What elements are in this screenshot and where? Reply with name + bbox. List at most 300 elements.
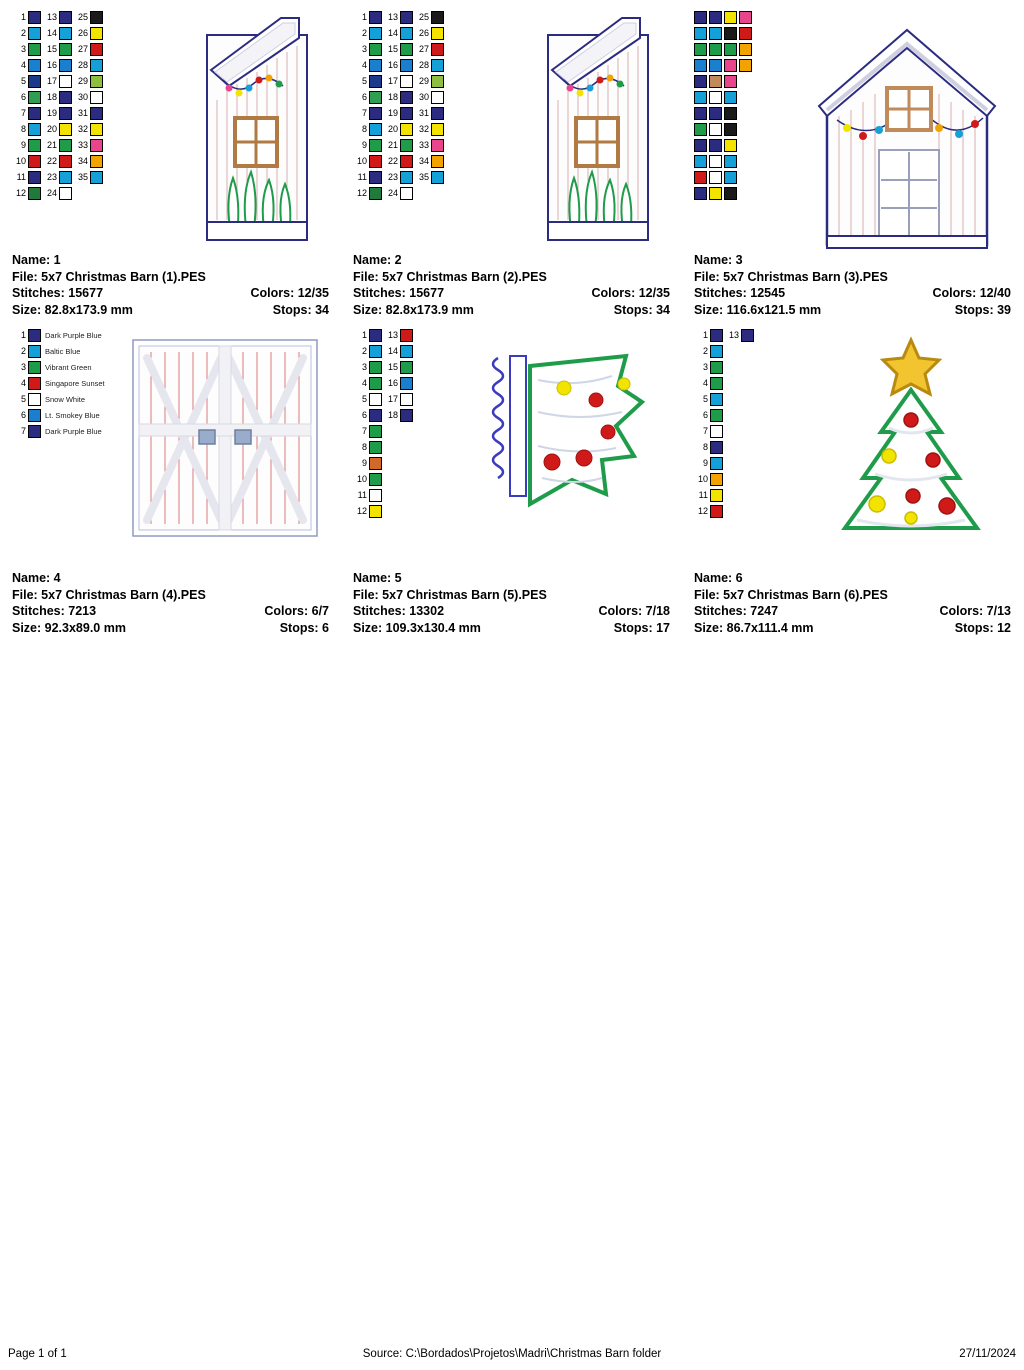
color-swatch — [28, 425, 41, 438]
design-colors: Colors: 7/18 — [598, 604, 670, 618]
color-swatch — [400, 91, 413, 104]
color-swatch — [694, 59, 707, 72]
color-index: 24 — [46, 188, 57, 198]
color-swatch — [90, 59, 103, 72]
design-stitches: Stitches: 7213 — [12, 604, 97, 618]
palette-column — [353, 328, 382, 519]
design-preview-6 — [694, 328, 1011, 568]
color-index: 24 — [387, 188, 398, 198]
color-index: 1 — [702, 330, 708, 340]
design-stops: Stops: 39 — [954, 302, 1011, 317]
design-stops: Stops: 34 — [613, 302, 670, 317]
color-index: 18 — [46, 92, 57, 102]
design-cell-1 — [0, 0, 341, 318]
design-info-5 — [353, 568, 670, 636]
design-stops: Stops: 17 — [613, 620, 670, 635]
color-name: Dark Purple Blue — [45, 426, 102, 436]
color-swatch — [694, 123, 707, 136]
color-swatch — [431, 123, 444, 136]
color-swatch — [431, 171, 444, 184]
color-swatch — [709, 155, 722, 168]
design-file: File: 5x7 Christmas Barn (2).PES — [353, 269, 547, 284]
color-swatch — [369, 473, 382, 486]
design-file: File: 5x7 Christmas Barn (4).PES — [12, 587, 206, 602]
palette-column — [353, 10, 382, 201]
color-index: 1 — [361, 330, 367, 340]
design-size: Size: 92.3x89.0 mm — [12, 620, 126, 635]
color-swatch — [369, 393, 382, 406]
color-swatch — [59, 155, 72, 168]
color-swatch — [710, 425, 723, 438]
design-name: Name: 4 — [12, 571, 61, 585]
color-index: 5 — [20, 394, 26, 404]
color-index: 8 — [361, 442, 367, 452]
color-index: 4 — [20, 60, 26, 70]
design-preview-4 — [12, 328, 329, 568]
color-index: 28 — [418, 60, 429, 70]
color-index: 14 — [387, 28, 398, 38]
color-index: 27 — [418, 44, 429, 54]
design-preview-1 — [12, 10, 329, 250]
color-index: 17 — [46, 76, 57, 86]
color-swatch — [400, 361, 413, 374]
color-index: 31 — [418, 108, 429, 118]
color-index: 11 — [357, 490, 367, 500]
color-index: 1 — [361, 12, 367, 22]
color-swatch — [431, 11, 444, 24]
color-swatch — [369, 489, 382, 502]
color-index: 10 — [356, 156, 367, 166]
color-index: 16 — [387, 378, 398, 388]
color-swatch — [59, 91, 72, 104]
color-swatch — [59, 27, 72, 40]
color-swatch — [709, 139, 722, 152]
design-preview-5 — [353, 328, 670, 568]
color-index: 5 — [702, 394, 708, 404]
color-swatch — [59, 43, 72, 56]
color-index: 5 — [361, 394, 367, 404]
color-swatch — [28, 59, 41, 72]
color-swatch — [739, 43, 752, 56]
color-swatch — [400, 409, 413, 422]
color-palette-3 — [694, 10, 752, 201]
color-swatch — [400, 59, 413, 72]
color-swatch — [709, 171, 722, 184]
design-colors: Colors: 12/40 — [932, 286, 1011, 300]
color-index: 3 — [361, 362, 367, 372]
color-index: 18 — [387, 410, 398, 420]
design-colors: Colors: 12/35 — [250, 286, 329, 300]
color-swatch — [28, 187, 41, 200]
color-swatch — [369, 361, 382, 374]
design-info-3 — [694, 250, 1011, 318]
color-swatch — [59, 11, 72, 24]
color-swatch — [28, 345, 41, 358]
color-index: 22 — [387, 156, 398, 166]
color-swatch — [369, 457, 382, 470]
design-artwork-christmas-tree-6 — [754, 328, 1011, 568]
design-size: Size: 109.3x130.4 mm — [353, 620, 481, 635]
color-name: Baltic Blue — [45, 346, 81, 356]
color-swatch — [90, 11, 103, 24]
color-swatch — [431, 91, 444, 104]
color-swatch — [90, 155, 103, 168]
color-swatch — [369, 171, 382, 184]
color-swatch — [369, 409, 382, 422]
color-index: 35 — [77, 172, 88, 182]
palette-column — [724, 10, 737, 201]
color-swatch — [369, 27, 382, 40]
color-swatch — [724, 107, 737, 120]
design-file: File: 5x7 Christmas Barn (3).PES — [694, 269, 888, 284]
color-index: 6 — [702, 410, 708, 420]
color-index: 33 — [418, 140, 429, 150]
color-swatch — [741, 329, 754, 342]
color-swatch — [369, 107, 382, 120]
color-swatch — [400, 329, 413, 342]
color-index: 8 — [702, 442, 708, 452]
color-swatch — [369, 425, 382, 438]
color-index: 1 — [20, 330, 26, 340]
color-swatch — [28, 377, 41, 390]
color-swatch — [400, 377, 413, 390]
color-swatch — [694, 11, 707, 24]
color-index: 11 — [698, 490, 708, 500]
color-index: 29 — [77, 76, 88, 86]
color-swatch — [710, 441, 723, 454]
color-index: 15 — [387, 362, 398, 372]
color-index: 29 — [418, 76, 429, 86]
color-swatch — [431, 43, 444, 56]
color-swatch — [90, 139, 103, 152]
palette-column — [384, 328, 413, 519]
design-name: Name: 2 — [353, 253, 402, 267]
color-index: 2 — [20, 346, 26, 356]
design-cell-3 — [682, 0, 1023, 318]
color-swatch — [694, 43, 707, 56]
color-name: Vibrant Green — [45, 362, 92, 372]
palette-column — [384, 10, 413, 201]
color-swatch — [28, 123, 41, 136]
color-index: 6 — [20, 410, 26, 420]
color-index: 7 — [20, 426, 26, 436]
color-swatch — [28, 361, 41, 374]
color-swatch — [28, 11, 41, 24]
color-index: 5 — [20, 76, 26, 86]
color-swatch — [709, 43, 722, 56]
color-index: 10 — [15, 156, 26, 166]
color-index: 30 — [418, 92, 429, 102]
color-swatch — [28, 171, 41, 184]
color-index: 4 — [702, 378, 708, 388]
color-index: 9 — [361, 458, 367, 468]
color-swatch — [710, 505, 723, 518]
color-swatch — [400, 171, 413, 184]
color-index: 11 — [357, 172, 367, 182]
design-colors: Colors: 6/7 — [264, 604, 329, 618]
color-index: 1 — [20, 12, 26, 22]
color-swatch — [710, 345, 723, 358]
design-preview-2 — [353, 10, 670, 250]
design-stitches: Stitches: 12545 — [694, 286, 786, 300]
color-index: 12 — [697, 506, 708, 516]
design-cell-2 — [341, 0, 682, 318]
color-index: 7 — [20, 108, 26, 118]
color-index: 26 — [77, 28, 88, 38]
color-index: 13 — [387, 330, 398, 340]
color-index: 21 — [46, 140, 57, 150]
color-swatch — [369, 345, 382, 358]
color-index: 33 — [77, 140, 88, 150]
color-swatch — [709, 11, 722, 24]
color-swatch — [709, 75, 722, 88]
color-index: 12 — [356, 188, 367, 198]
color-index: 4 — [361, 60, 367, 70]
color-index: 31 — [77, 108, 88, 118]
color-index: 11 — [16, 172, 26, 182]
color-index: 2 — [361, 28, 367, 38]
color-index: 7 — [361, 426, 367, 436]
design-size: Size: 82.8x173.9 mm — [12, 302, 133, 317]
color-swatch — [59, 59, 72, 72]
color-swatch — [28, 329, 41, 342]
design-info-4 — [12, 568, 329, 636]
color-swatch — [724, 171, 737, 184]
color-swatch — [28, 27, 41, 40]
color-swatch — [400, 155, 413, 168]
design-artwork-barn-wide-3 — [752, 10, 1011, 250]
color-index: 23 — [46, 172, 57, 182]
color-swatch — [724, 123, 737, 136]
color-index: 16 — [46, 60, 57, 70]
color-swatch — [369, 377, 382, 390]
color-swatch — [724, 187, 737, 200]
color-swatch — [431, 27, 444, 40]
color-swatch — [694, 187, 707, 200]
color-index: 13 — [728, 330, 739, 340]
color-name: Singapore Sunset — [45, 378, 105, 388]
color-index: 10 — [697, 474, 708, 484]
color-swatch — [369, 59, 382, 72]
design-cell-4 — [0, 318, 341, 636]
source-path: Source: C:\Bordados\Projetos\Madri\Christmas Barn folder — [362, 1348, 662, 1360]
color-index: 7 — [361, 108, 367, 118]
design-info-2 — [353, 250, 670, 318]
color-index: 34 — [77, 156, 88, 166]
print-date: 27/11/2024 — [959, 1348, 1016, 1360]
color-swatch — [369, 505, 382, 518]
color-swatch — [400, 393, 413, 406]
color-swatch — [90, 91, 103, 104]
color-swatch — [710, 377, 723, 390]
color-swatch — [369, 91, 382, 104]
color-swatch — [90, 171, 103, 184]
color-swatch — [431, 139, 444, 152]
color-swatch — [694, 139, 707, 152]
color-swatch — [431, 107, 444, 120]
color-swatch — [28, 155, 41, 168]
design-size: Size: 86.7x111.4 mm — [694, 620, 814, 635]
color-palette-1 — [12, 10, 103, 201]
color-swatch — [694, 91, 707, 104]
color-index: 32 — [418, 124, 429, 134]
color-index: 17 — [387, 76, 398, 86]
color-index: 30 — [77, 92, 88, 102]
design-name: Name: 6 — [694, 571, 743, 585]
palette-column — [43, 10, 72, 201]
page-number: Page 1 of 1 — [8, 1348, 67, 1360]
color-swatch — [369, 187, 382, 200]
color-swatch — [400, 43, 413, 56]
color-swatch — [59, 107, 72, 120]
color-index: 4 — [361, 378, 367, 388]
color-index: 20 — [387, 124, 398, 134]
design-size: Size: 82.8x173.9 mm — [353, 302, 474, 317]
color-index: 35 — [418, 172, 429, 182]
color-swatch — [400, 11, 413, 24]
color-index: 9 — [702, 458, 708, 468]
design-grid — [0, 0, 1024, 636]
color-index: 14 — [387, 346, 398, 356]
palette-column — [12, 328, 105, 439]
color-swatch — [694, 75, 707, 88]
color-index: 10 — [356, 474, 367, 484]
design-size: Size: 116.6x121.5 mm — [694, 302, 822, 317]
color-swatch — [709, 187, 722, 200]
design-name: Name: 1 — [12, 253, 61, 267]
color-index: 18 — [387, 92, 398, 102]
color-swatch — [710, 393, 723, 406]
color-swatch — [28, 43, 41, 56]
color-swatch — [710, 489, 723, 502]
color-index: 25 — [77, 12, 88, 22]
design-cell-5 — [341, 318, 682, 636]
color-index: 21 — [387, 140, 398, 150]
color-swatch — [709, 59, 722, 72]
color-index: 20 — [46, 124, 57, 134]
color-swatch — [724, 75, 737, 88]
color-swatch — [59, 75, 72, 88]
color-swatch — [710, 361, 723, 374]
color-index: 28 — [77, 60, 88, 70]
color-palette-6 — [694, 328, 754, 519]
color-swatch — [724, 59, 737, 72]
color-swatch — [369, 155, 382, 168]
color-swatch — [724, 43, 737, 56]
color-swatch — [724, 11, 737, 24]
color-swatch — [90, 107, 103, 120]
color-swatch — [90, 75, 103, 88]
color-swatch — [59, 171, 72, 184]
color-swatch — [724, 27, 737, 40]
color-swatch — [739, 27, 752, 40]
color-swatch — [724, 155, 737, 168]
color-swatch — [28, 91, 41, 104]
design-stitches: Stitches: 7247 — [694, 604, 779, 618]
design-stops: Stops: 34 — [272, 302, 329, 317]
palette-column — [12, 10, 41, 201]
color-swatch — [710, 473, 723, 486]
color-index: 3 — [20, 362, 26, 372]
color-index: 12 — [15, 188, 26, 198]
palette-column — [725, 328, 754, 519]
color-index: 15 — [387, 44, 398, 54]
color-swatch — [28, 75, 41, 88]
color-swatch — [709, 107, 722, 120]
color-swatch — [369, 441, 382, 454]
design-artwork-barn-tall-2 — [444, 10, 670, 250]
color-swatch — [28, 409, 41, 422]
color-swatch — [90, 27, 103, 40]
color-swatch — [739, 11, 752, 24]
color-index: 15 — [46, 44, 57, 54]
color-swatch — [369, 75, 382, 88]
color-index: 19 — [46, 108, 57, 118]
palette-column — [415, 10, 444, 201]
color-index: 2 — [20, 28, 26, 38]
color-swatch — [739, 59, 752, 72]
design-artwork-barn-door-4 — [105, 328, 329, 568]
color-index: 5 — [361, 76, 367, 86]
palette-column — [709, 10, 722, 201]
color-swatch — [400, 75, 413, 88]
color-swatch — [400, 139, 413, 152]
color-swatch — [709, 123, 722, 136]
color-index: 22 — [46, 156, 57, 166]
color-swatch — [694, 27, 707, 40]
color-index: 12 — [356, 506, 367, 516]
design-info-1 — [12, 250, 329, 318]
palette-column — [694, 328, 723, 519]
color-index: 8 — [20, 124, 26, 134]
palette-column — [739, 10, 752, 201]
color-swatch — [431, 155, 444, 168]
color-index: 8 — [361, 124, 367, 134]
color-index: 14 — [46, 28, 57, 38]
color-name: Lt. Smokey Blue — [45, 410, 100, 420]
color-index: 19 — [387, 108, 398, 118]
color-index: 23 — [387, 172, 398, 182]
design-artwork-tree-banner-5 — [413, 328, 670, 568]
color-index: 25 — [418, 12, 429, 22]
page-footer — [0, 1348, 1024, 1360]
color-swatch — [694, 155, 707, 168]
color-index: 16 — [387, 60, 398, 70]
color-index: 4 — [20, 378, 26, 388]
color-index: 3 — [702, 362, 708, 372]
design-name: Name: 3 — [694, 253, 743, 267]
color-swatch — [724, 91, 737, 104]
color-swatch — [90, 43, 103, 56]
color-index: 26 — [418, 28, 429, 38]
color-index: 34 — [418, 156, 429, 166]
palette-column — [694, 10, 707, 201]
design-preview-3 — [694, 10, 1011, 250]
color-index: 9 — [361, 140, 367, 150]
color-index: 32 — [77, 124, 88, 134]
color-index: 7 — [702, 426, 708, 436]
design-file: File: 5x7 Christmas Barn (1).PES — [12, 269, 206, 284]
color-swatch — [431, 59, 444, 72]
color-palette-5 — [353, 328, 413, 519]
color-swatch — [369, 139, 382, 152]
color-index: 2 — [361, 346, 367, 356]
color-swatch — [709, 27, 722, 40]
color-swatch — [59, 187, 72, 200]
color-swatch — [28, 393, 41, 406]
design-stitches: Stitches: 15677 — [12, 286, 104, 300]
design-stitches: Stitches: 15677 — [353, 286, 445, 300]
